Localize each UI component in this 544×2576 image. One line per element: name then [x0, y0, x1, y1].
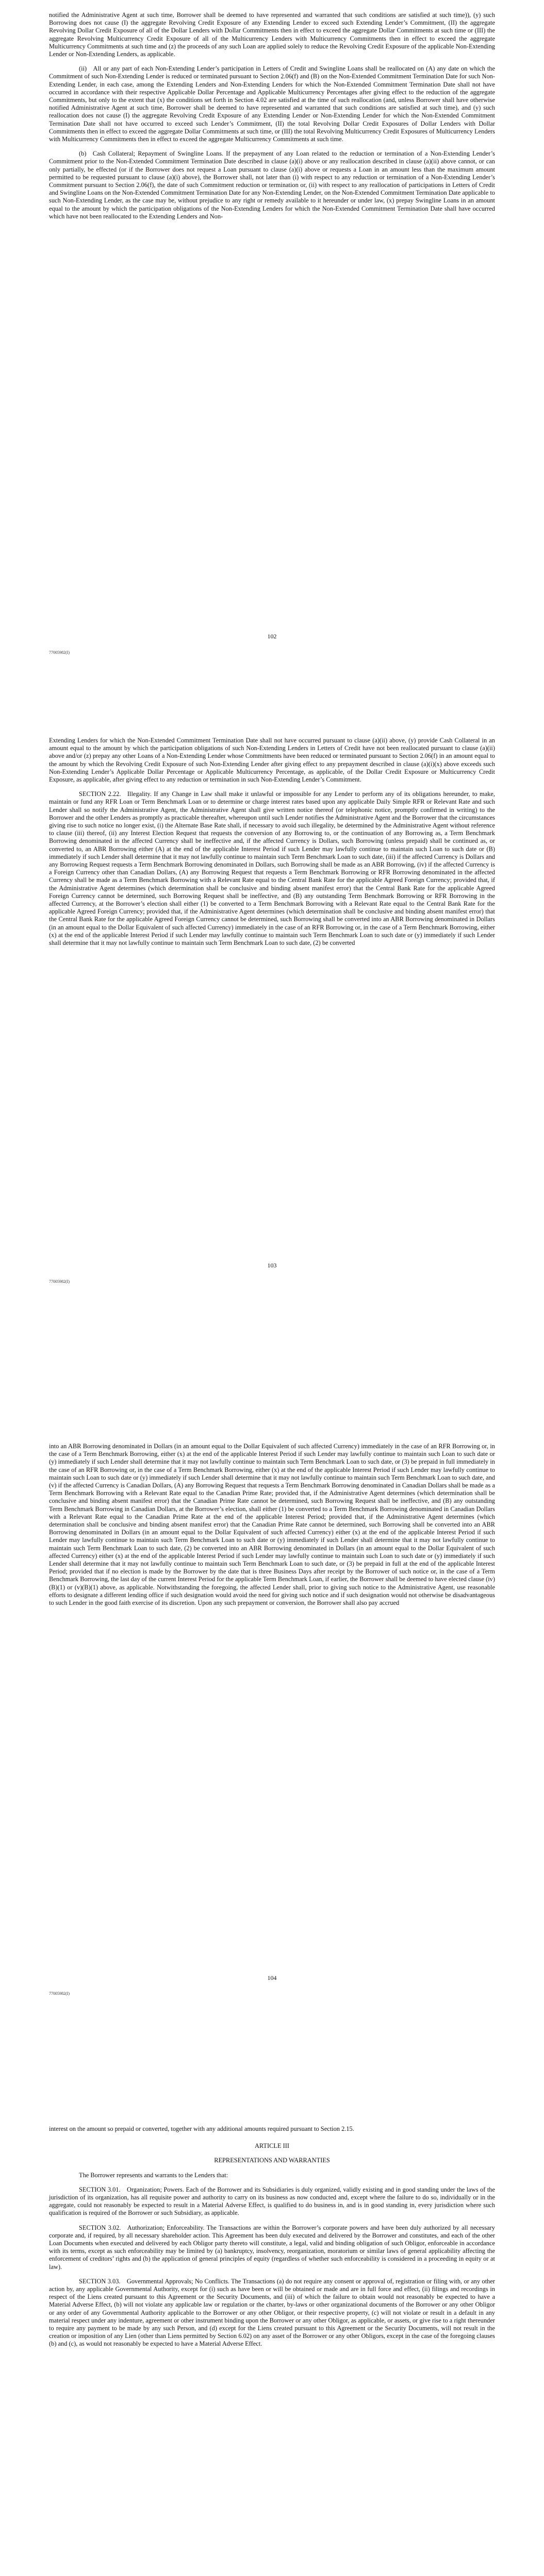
- article-intro: The Borrower represents and warrants to the Lenders that:: [79, 2171, 228, 2179]
- document-page: [0, 703, 544, 1406]
- page-body: [49, 2125, 495, 2355]
- paragraph: notified the Administrative Agent at such time, Borrower shall be deemed to have represented and warranted that such conditions are satisfied at such time)), (y) such Borrowing does not cause (I) the aggregate Revolving Credit Exposure of any Extending Lender to exceed such Extending Lender’s Commitment, (II) the aggregate Revolving Dollar Credit Exposure of all of the Dollar Lenders with Dollar Commitments then in effect to exceed the aggregate Dollar Commitments at such time or (III) the aggregate Revolving Multicurrency Credit Exposure of all of the Multicurrency Lenders with Multicurrency Commitments then in effect to exceed the aggregate Multicurrency Commitments at such time and (z) the proceeds of any such Loan are applied solely to reduce the Revolving Credit Exposure of the applicable Non-Extending Lender or Non-Extending Lenders, as applicable.: [49, 11, 495, 58]
- paragraph: into an ABR Borrowing denominated in Dollars (in an amount equal to the Dollar Equivalent of such affected Currency) immediately in the case of an RFR Borrowing or, in the case of a Term Benchmark Borrowing, either (x) at the end of the applicable Interest Period if such Lender may lawfully continue to maintain such Loan to such date or (y) immediately if such Lender shall determine that it may not lawfully continue to maintain such Term Benchmark Loan to such date, or (3) be prepaid in full immediately in the case of an RFR Borrowing or, in the case of a Term Benchmark Borrowing, either (x) at the end of the applicable Interest Period if such Lender may lawfully continue to maintain such Loan to such date or (y) immediately if such Lender shall determine that it may not lawfully continue to maintain such Term Benchmark Loan to such date, and (v) if the affected Currency is Canadian Dollars, (A) any Borrowing Request that requests a Term Benchmark Borrowing denominated in Canadian Dollars shall be made as a Term Benchmark Borrowing with a Relevant Rate equal to the Canadian Prime Rate; provided that, if the Administrative Agent determines (which determination shall be conclusive and binding absent manifest error) that the Canadian Prime Rate cannot be determined, such Borrowing Request shall be ineffective, and (B) any outstanding Term Benchmark Borrowing in Canadian Dollars, at the Borrower’s election, shall either (1) be converted to a Term Benchmark Borrowing denominated in Canadian Dollars with a Relevant Rate equal to the Canadian Prime Rate at the end of the applicable Interest Period; provided that, if the Administrative Agent determines (which determination shall be conclusive and binding absent manifest error) that the Canadian Prime Rate cannot be determined, such Borrowing shall be converted into an ABR Borrowing denominated in Dollars (in an amount equal to the Dollar Equivalent of such affected Currency) either (x) at the end of the applicable Interest Period if such Lender may lawfully continue to maintain such Term Benchmark Loan to such date or (y) immediately if such Lender shall determine that it may not lawfully continue to maintain such Term Benchmark Loan to such date, (2) be converted into an ABR Borrowing denominated in Dollars (in an amount equal to the Dollar Equivalent of such affected Currency) either (x) at the end of the applicable Interest Period if such Lender may lawfully continue to maintain such Loan to such date or (y) immediately if such Lender shall determine that it may not lawfully continue to maintain such Term Benchmark Loan to such date, or (3) be prepaid in full at the end of the applicable Interest Period; provided that if no election is made by the Borrower by the date that is three Business Days after receipt by the Borrower of such notice or, in the case of a Term Benchmark Borrowing, the last day of the current Interest Period for the applicable Term Benchmark Loan, if earlier, the Borrower shall be deemed to have elected clause (iv)(B)(1) or (v)(B)(1) above, as applicable. Notwithstanding the foregoing, the affected Lender shall, prior to giving such notice to the Administrative Agent, use reasonable efforts to designate a different lending office if such designation would avoid the need for giving such notice and if such designation would not otherwise be disadvantageous to such Lender in the good faith exercise of its discretion. Upon any such prepayment or conversion, the Borrower shall also pay accrued: [49, 1443, 495, 1607]
- paragraph: SECTION 2.22. Illegality. If any Change in Law shall make it unlawful or impossible for any Lender to perform any of its obligations hereunder, to make, maintain or fund any RFR Loan or Term Benchmark Loan or to determine or charge interest rates based upon any applicable Daily Simple RFR or Relevant Rate and such Lender shall so notify the Administrative Agent, the Administrative Agent shall give written notice thereof (or telephonic notice, promptly confirmed in writing) to the Borrower and the other Lenders as promptly as practicable thereafter, whereupon until such Lender notifies the Administrative Agent and the Borrower that the circumstances giving rise to such notice no longer exist, (i) the Alternate Base Rate shall, if necessary to avoid such illegality, be determined by the Administrative Agent without reference to clause (iii) thereof, (ii) any Interest Election Request that requests the conversion of any Borrowing to, or the continuation of any Borrowing as, a Term Benchmark Borrowing denominated in the affected Currency shall be ineffective and, if the affected Currency is Dollars, such Borrowing (unless prepaid) shall be continued as, or converted to, an ABR Borrowing either (A) at the end of the applicable Interest Period if such Lender may lawfully continue to maintain such Loan to such date or (B) immediately if such Lender shall determine that it may not lawfully continue to maintain such Term Benchmark Loan to such date, (iii) if the affected Currency is Dollars and any Borrowing Request requests a Term Benchmark Borrowing denominated in Dollars, such Borrowing shall be made as an ABR Borrowing, (iv) if the affected Currency is a Foreign Currency other than Canadian Dollars, (A) any Borrowing Request that requests a Term Benchmark Borrowing or RFR Borrowing denominated in the affected Currency shall be made as a Term Benchmark Borrowing with a Relevant Rate equal to the Central Bank Rate for the applicable Agreed Foreign Currency; provided that, if the Administrative Agent determines (which determination shall be conclusive and binding absent manifest error) that the Central Bank Rate for the applicable Agreed Foreign Currency cannot be determined, such Borrowing Request shall be ineffective, and (B) any outstanding Term Benchmark Borrowing or RFR Borrowing in the affected Currency, at the Borrower’s election shall either (1) be converted to a Term Benchmark Borrowing with a Relevant Rate equal to the Central Bank Rate for the applicable Agreed Foreign Currency; provided that, if the Administrative Agent determines (which determination shall be conclusive and binding absent manifest error) that the Central Bank Rate for the applicable Agreed Foreign Currency cannot be determined, such Borrowing shall be converted into an ABR Borrowing denominated in Dollars (in an amount equal to the Dollar Equivalent of such affected Currency) immediately in the case of an RFR Borrowing or, in the case of a Term Benchmark Borrowing, either (x) at the end of the applicable Interest Period if such Lender may lawfully continue to maintain such Term Benchmark Loan to such date or (y) immediately if such Lender shall determine that it may not lawfully continue to maintain such Term Benchmark Loan to such date, (2) be converted: [49, 790, 495, 947]
- paragraph: (b) Cash Collateral; Repayment of Swingline Loans. If the prepayment of any Loan related to the reduction or termination of a Non-Extending Lender’s Commitment prior to the Non-Extended Commitment Termination Date described in clause (a)(i) above or any reallocation described in clause (a)(ii) above cannot, or can only partially, be effected (or if the Borrower does not request a Loan pursuant to clause (a)(i) above or requests a Loan in an amount less than the maximum amount permitted to be requested pursuant to clause (a)(i) above), the Borrower shall, not later than (i) with respect to any reduction or termination of a Non-Extending Lender’s Commitment pursuant to Section 2.06(f), the date of such Commitment reduction or termination or, (ii) with respect to any reallocation of participations in Letters of Credit and Swingline Loans on the Non-Extended Commitment Termination Date for any Non-Extending Lender, on the Non-Extended Commitment Termination Date applicable to such Non-Extending Lender, as the case may be, without prejudice to any right or remedy available to it hereunder or under law, (x) prepay Swingline Loans in an amount equal to the amount by which the participation obligations of the Non-Extending Lenders for which the Non-Extended Commitment Termination Date shall have occurred which have not been reallocated to the Extending Lenders and Non-: [49, 150, 495, 220]
- document-id: 77005982(I): [49, 650, 70, 655]
- section-paragraph: SECTION 3.02. Authorization; Enforceability. The Transactions are within the Borrower’s corporate powers and have been duly authorized by all necessary corporate and, if required, by all necessary shareholder action. This Agreement has been duly executed and delivered by the Borrower and constitutes, and each of the other Loan Documents when executed and delivered by each Obligor party thereto will constitute, a legal, valid and binding obligation of such Obligor, enforceable in accordance with its terms, except as such enforceability may be limited by (a) bankruptcy, insolvency, reorganization, moratorium or similar laws of general applicability affecting the enforcement of creditors’ rights and (b) the application of general principles of equity (regardless of whether such enforceability is considered in a proceeding in equity or at law).: [49, 2224, 495, 2270]
- paragraph: (ii) All or any part of each Non-Extending Lender’s participation in Letters of Credit and Swingline Loans shall be reallocated on (A) any date on which the Commitment of such Non-Extending Lender is reduced or terminated pursuant to Section 2.06(f) and (B) on the Non-Extended Commitment Termination Date for such Non-Extending Lender, in each case, among the Extending Lenders and Non-Extending Lenders for which the Non-Extended Commitment Termination Date shall not have occurred in accordance with their respective Applicable Dollar Percentage and Applicable Multicurrency Percentages after giving effect to the reduction of the aggregate Commitments, but only to the extent that (x) the conditions set forth in Section 4.02 are satisfied at the time of such reallocation (and, unless Borrower shall have otherwise notified Administrative Agent at such time, Borrower shall be deemed to have represented and warranted that such conditions are satisfied at such time), and (y) such reallocation does not cause (I) the aggregate Revolving Credit Exposure of any Extending Lender or Non-Extending Lender for which the Non-Extended Commitment Termination Date shall not have occurred to exceed such Lender’s Commitment, (II) the total Revolving Dollar Credit Exposures of Dollar Lenders with Dollar Commitments then in effect to exceed the aggregate Dollar Commitments at such time, or (III) the total Revolving Multicurrency Credit Exposures of Multicurrency Lenders with Multicurrency Commitments then in effect to exceed the aggregate Multicurrency Commitments at such time.: [49, 65, 495, 143]
- paragraph: interest on the amount so prepaid or converted, together with any additional amounts required pursuant to Section 2.15.: [49, 2125, 354, 2132]
- article-subtitle: REPRESENTATIONS AND WARRANTIES: [214, 2157, 330, 2164]
- document-id: 77005982(I): [49, 1279, 70, 1284]
- page-number: 102: [267, 633, 277, 640]
- document-id: 77005982(I): [49, 1991, 70, 1996]
- section-paragraph: SECTION 3.03. Governmental Approvals; No Conflicts. The Transactions (a) do not require any consent or approval of, registration or filing with, or any other action by, any applicable Governmental Authority, except for (i) such as have been or will be obtained or made and are in full force and effect, (ii) filings and recordings in respect of the Liens created pursuant to this Agreement or the Security Documents, and (iii) of which the failure to obtain would not reasonably be expected to have a Material Adverse Effect, (b) will not violate any applicable law or regulation or the charter, by-laws or other organizational documents of the Borrower or any other Obligor or any order of any Governmental Authority applicable to the Borrower or any other Obligor, or their respective property, (c) will not violate or result in a default in any material respect under any indenture, agreement or other instrument binding upon the Borrower or any other Obligor, as applicable, or assets, or give rise to a right thereunder to require any payment to be made by any such Person, and (d) except for the Liens created pursuant to this Agreement or the Security Documents, will not result in the creation or imposition of any Lien (other than Liens permitted by Section 6.02) on any asset of the Borrower or any other Obligors, except in the case of the foregoing clauses (b) and (c), as would not reasonably be expected to have a Material Adverse Effect.: [49, 2277, 495, 2348]
- section-paragraph: SECTION 3.01. Organization; Powers. Each of the Borrower and its Subsidiaries is duly organized, validly existing and in good standing under the laws of the jurisdiction of its organization, has all requisite power and authority to carry on its business as now conducted and, except where the failure to do so, individually or in the aggregate, could not reasonably be expected to result in a Material Adverse Effect, is qualified to do business in, and is in good standing in, every jurisdiction where such qualification is required of the Borrower or such Subsidiary, as applicable.: [49, 2185, 495, 2217]
- page-body: [49, 11, 495, 227]
- document-page: [0, 2110, 544, 2576]
- document-page: [0, 1406, 544, 2110]
- document-page: [0, 0, 544, 703]
- page-number: 103: [267, 1262, 277, 1269]
- paragraph: Extending Lenders for which the Non-Extended Commitment Termination Date shall not have occurred pursuant to clause (a)(ii) above, (y) provide Cash Collateral in an amount equal to the amount by which the participation obligations of such Non-Extending Lenders in Letters of Credit have not been reallocated pursuant to clause (a)(ii) above and/or (z) prepay any other Loans of a Non-Extending Lender whose Commitments have been reduced or terminated pursuant to Section 2.06(f) in an amount equal to the amount by which the Revolving Credit Exposure of such Non-Extending Lender after giving effect to any prepayment described in clause (a)(i)(x) above exceeds such Non-Extending Lender’s Applicable Dollar Percentage or Applicable Multicurrency Percentage, as applicable, of the Dollar Credit Exposure or Multicurrency Credit Exposure, as applicable, after giving effect to any reduction or termination in such Non-Extending Lender’s Commitment.: [49, 737, 495, 784]
- page-number: 104: [267, 1974, 277, 1981]
- page-body: [49, 1443, 495, 1614]
- article-title: ARTICLE III: [254, 2142, 290, 2150]
- page-body: [49, 737, 495, 954]
